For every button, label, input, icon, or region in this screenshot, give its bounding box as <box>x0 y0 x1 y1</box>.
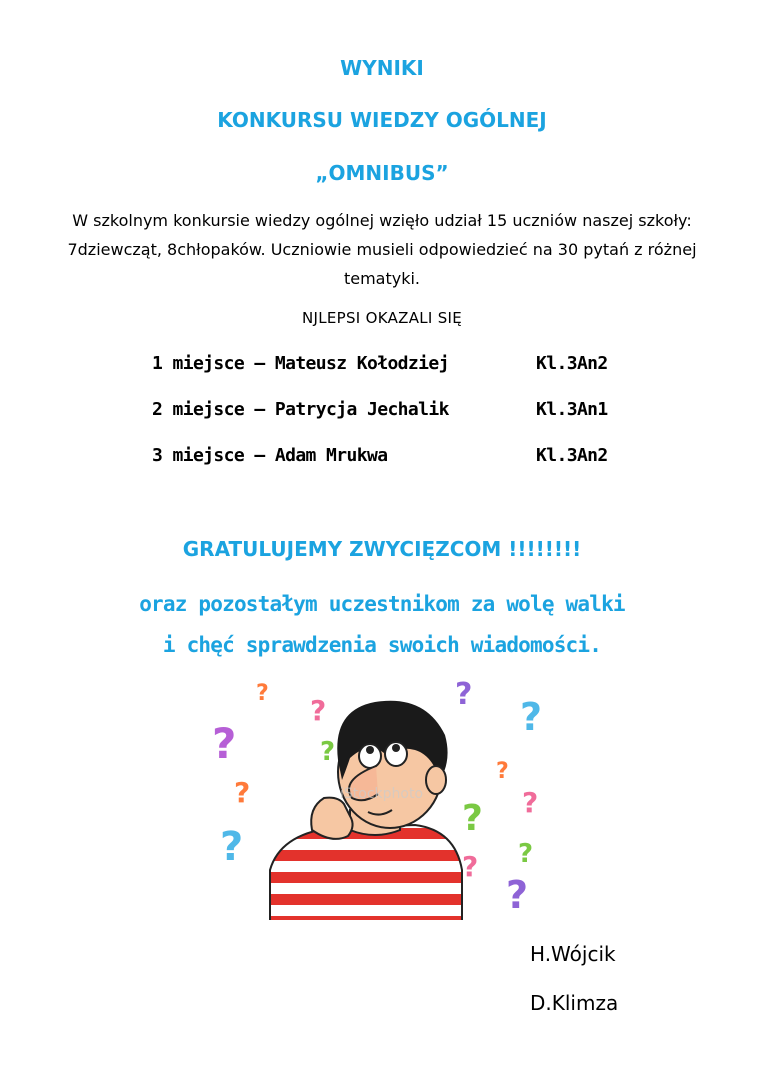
winner-place: 1 miejsce – Mateusz Kołodziej <box>152 353 449 374</box>
winner-class: Kl.3An1 <box>536 399 608 420</box>
winner-class: Kl.3An2 <box>536 445 608 466</box>
question-mark-icon: ? <box>520 695 543 739</box>
signature-1: H.Wójcik <box>530 942 616 966</box>
question-mark-icon: ? <box>506 873 529 917</box>
winner-row-3 <box>152 445 608 466</box>
winner-row-1 <box>152 353 608 374</box>
question-mark-icon: ? <box>234 776 251 809</box>
question-mark-icon: ? <box>310 694 327 727</box>
question-mark-icon: ? <box>455 680 473 712</box>
winner-row-2 <box>152 399 608 420</box>
question-mark-icon: ? <box>518 839 534 869</box>
question-mark-icon: ? <box>462 798 483 839</box>
question-mark-icon: ? <box>496 759 509 784</box>
question-mark-icon: ? <box>256 681 269 706</box>
winner-place: 3 miejsce – Adam Mrukwa <box>152 445 388 466</box>
title-line-2: KONKURSU WIEDZY OGÓLNEJ <box>217 108 547 132</box>
best-heading: NJLEPSI OKAZALI SIĘ <box>301 309 463 327</box>
winner-class: Kl.3An2 <box>536 353 608 374</box>
question-mark-icon: ? <box>320 737 336 767</box>
signature-2: D.Klimza <box>530 991 619 1015</box>
winner-place: 2 miejsce – Patrycja Jechalik <box>152 399 449 420</box>
intro-paragraph: W szkolnym konkursie wiedzy ogólnej wzięło udział 15 uczniów naszej szkoły: 7dziewcząt, 8chłopaków. Uczniowie musieli odpowiedzieć na 30 pytań z różnej tematyki. <box>67 211 697 288</box>
others-line-2: i chęć sprawdzenia swoich wiadomości. <box>162 633 602 657</box>
others-line-1: oraz pozostałym uczestnikom za wolę walki <box>139 592 625 616</box>
thinking-boy-illustration <box>200 680 580 920</box>
question-mark-icon: ? <box>522 786 539 819</box>
question-mark-icon: ? <box>462 850 479 883</box>
title-line-1: WYNIKI <box>340 56 424 80</box>
title-line-3: „OMNIBUS” <box>315 161 449 185</box>
question-mark-icon: ? <box>220 824 244 870</box>
watermark-text: iStockphoto <box>340 786 424 802</box>
congrats-heading: GRATULUJEMY ZWYCIĘZCOM !!!!!!!! <box>182 537 582 561</box>
question-mark-icon: ? <box>212 719 237 768</box>
